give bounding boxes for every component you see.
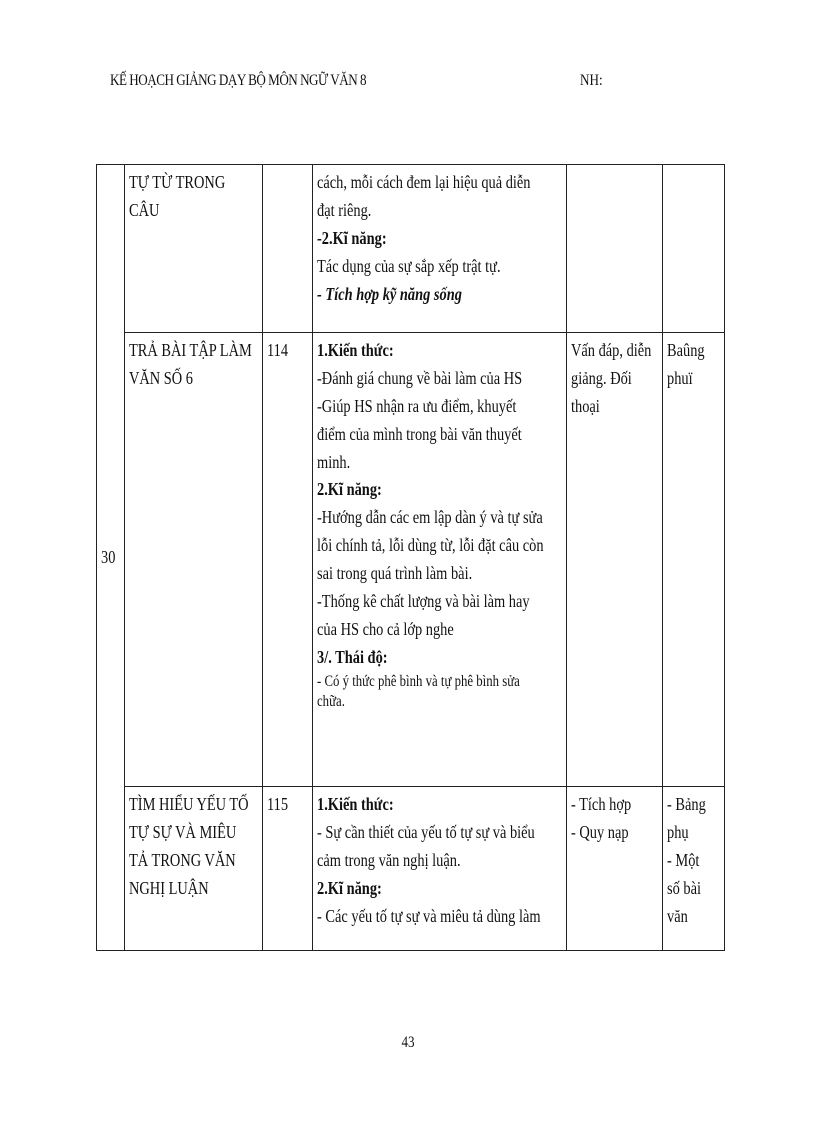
objective-line: sai trong quá trình làm bài. bbox=[317, 563, 473, 584]
lesson-title-cell-line: NGHỊ LUẬN bbox=[129, 877, 209, 898]
lesson-title-cell-line: TÌM HIỂU YẾU TỐ bbox=[129, 794, 249, 814]
objective-line: 2.Kĩ năng: bbox=[317, 877, 382, 898]
objective-line: lỗi chính tả, lỗi dùng từ, lỗi đặt câu còn bbox=[317, 535, 544, 556]
objective-line: 1.Kiến thức: bbox=[317, 340, 394, 360]
document-title: KẾ HOẠCH GIẢNG DẠY BỘ MÔN NGỮ VĂN 8 bbox=[110, 72, 367, 89]
objective-line: -Thống kê chất lượng và bài làm hay bbox=[317, 591, 530, 612]
lesson-title-cell bbox=[125, 787, 263, 951]
objective-line: -Giúp HS nhận ra ưu điểm, khuyết bbox=[317, 395, 517, 416]
materials-cell-line: số bài bbox=[667, 877, 701, 898]
materials-cell bbox=[663, 165, 725, 333]
materials-cell-line: phuï bbox=[667, 367, 693, 388]
week-number-cell: 30 bbox=[97, 165, 125, 951]
objectives-cell bbox=[313, 333, 567, 787]
objective-line: 2.Kĩ năng: bbox=[317, 479, 382, 500]
objective-line: - Có ý thức phê bình và tự phê bình sửa bbox=[317, 672, 520, 690]
objective-line: cảm trong văn nghị luận. bbox=[317, 849, 461, 870]
objective-line: minh. bbox=[317, 451, 351, 472]
objective-line: cách, mỗi cách đem lại hiệu quả diễn bbox=[317, 172, 531, 192]
objective-line: -Hướng dẫn các em lập dàn ý và tự sửa bbox=[317, 507, 543, 528]
lesson-title-cell-line: TỰ SỰ VÀ MIÊU bbox=[129, 821, 237, 842]
period-cell bbox=[263, 165, 313, 333]
materials-cell-line: - Một bbox=[667, 849, 700, 870]
materials-cell-line: - Bảng bbox=[667, 794, 706, 814]
objective-line: - Tích hợp kỹ năng sống bbox=[317, 283, 462, 304]
method-cell-line: - Quy nạp bbox=[571, 821, 629, 842]
page-number: 43 bbox=[401, 1034, 415, 1051]
lesson-title-cell-line: TẢ TRONG VĂN bbox=[129, 849, 236, 870]
lesson-title-cell bbox=[125, 333, 263, 787]
objective-line: điểm của mình trong bài văn thuyết bbox=[317, 423, 522, 444]
table-row bbox=[97, 787, 725, 951]
objective-line: Tác dụng của sự sắp xếp trật tự. bbox=[317, 255, 501, 276]
objective-line: 1.Kiến thức: bbox=[317, 794, 394, 814]
lesson-title-cell-line: VĂN SỐ 6 bbox=[129, 367, 194, 388]
objectives-cell bbox=[313, 165, 567, 333]
lesson-title-cell-line: CÂU bbox=[129, 199, 160, 220]
objectives-cell bbox=[313, 787, 567, 951]
method-cell bbox=[567, 333, 663, 787]
table-row bbox=[97, 165, 725, 333]
lesson-title-cell bbox=[125, 165, 263, 333]
materials-cell-line: phụ bbox=[667, 821, 689, 842]
period-cell: 114 bbox=[263, 333, 313, 787]
objective-line: -2.Kĩ năng: bbox=[317, 227, 387, 248]
materials-cell-line: Baûng bbox=[667, 340, 705, 360]
objective-line: -Đánh giá chung về bài làm của HS bbox=[317, 367, 523, 388]
objective-line: của HS cho cả lớp nghe bbox=[317, 618, 454, 639]
period-cell: 115 bbox=[263, 787, 313, 951]
school-year-label: NH: bbox=[580, 72, 603, 89]
materials-cell bbox=[663, 787, 725, 951]
lesson-title-cell-line: TỰ TỪ TRONG bbox=[129, 172, 226, 192]
table-row bbox=[97, 333, 725, 787]
materials-cell-line: văn bbox=[667, 905, 688, 926]
materials-cell bbox=[663, 333, 725, 787]
objective-line: 3/. Thái độ: bbox=[317, 646, 388, 667]
method-cell-line: thoại bbox=[571, 395, 600, 416]
method-cell-line: - Tích hợp bbox=[571, 794, 632, 814]
lesson-title-cell-line: TRẢ BÀI TẬP LÀM bbox=[129, 340, 252, 360]
objective-line: - Sự cần thiết của yếu tố tự sự và biểu bbox=[317, 821, 535, 842]
objective-line: chữa. bbox=[317, 693, 345, 711]
method-cell-line: Vấn đáp, diễn bbox=[571, 340, 652, 360]
method-cell bbox=[567, 165, 663, 333]
objective-line: - Các yếu tố tự sự và miêu tả dùng làm bbox=[317, 905, 541, 926]
objective-line: đạt riêng. bbox=[317, 199, 372, 220]
lesson-plan-table bbox=[96, 164, 725, 951]
method-cell-line: giảng. Đối bbox=[571, 367, 632, 388]
method-cell bbox=[567, 787, 663, 951]
